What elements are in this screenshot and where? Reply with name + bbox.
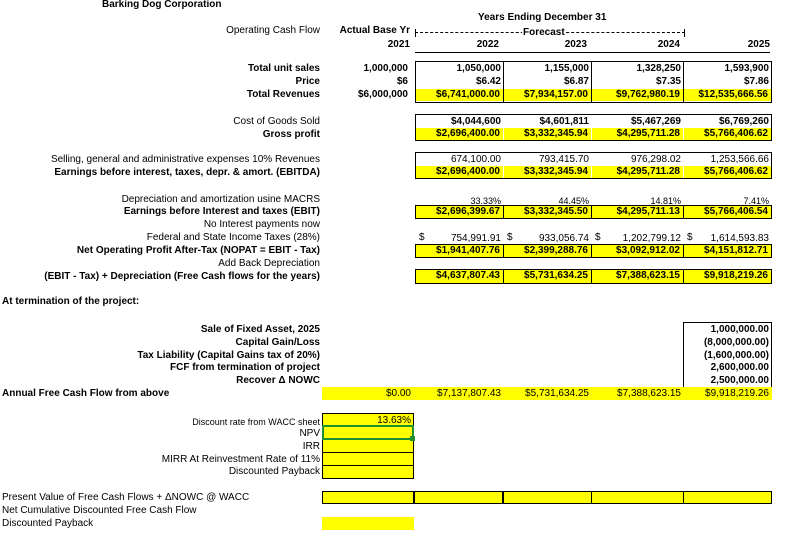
irr-label: IRR — [302, 441, 320, 452]
revenues-2022[interactable]: $6,741,000.00 — [416, 89, 503, 101]
year-2022: 2022 — [476, 39, 499, 50]
taxes-2023[interactable]: 933,056.74 — [538, 233, 589, 244]
nopat-label: Net Operating Profit After-Tax (NOPAT = EBIT - Tax) — [76, 245, 320, 256]
ebit-2023[interactable]: $3,332,345.50 — [504, 206, 591, 218]
annual-fcf-2025[interactable]: $9,918,219.26 — [705, 388, 769, 399]
npv-selected-cell[interactable] — [322, 425, 414, 440]
taxes-2024[interactable]: 1,202,799.12 — [622, 233, 681, 244]
unit-sales-2021[interactable]: 1,000,000 — [363, 63, 408, 74]
fcf-2023[interactable]: $5,731,634.25 — [504, 270, 591, 283]
tax-currency-2023: $ — [507, 232, 513, 243]
unit-sales-label: Total unit sales — [247, 63, 320, 74]
term-value-0[interactable]: 1,000,000.00 — [710, 324, 769, 335]
discount-rate-label: Discount rate from WACC sheet — [192, 417, 320, 427]
cogs-2023[interactable]: $4,601,811 — [539, 116, 589, 127]
ebitda-2024[interactable]: $4,295,711.28 — [592, 166, 683, 178]
sga-label: Selling, general and administrative expenses 10% Revenues — [50, 154, 320, 165]
unit-sales-2025[interactable]: 1,593,900 — [724, 63, 769, 74]
revenues-2024[interactable]: $9,762,980.19 — [592, 89, 683, 101]
tax-currency-2024: $ — [595, 232, 601, 243]
term-value-4[interactable]: 2,500,000.00 — [710, 375, 769, 386]
price-2022[interactable]: $6.42 — [475, 76, 501, 87]
year-2021: 2021 — [387, 39, 410, 50]
discount-rate-value[interactable]: 13.63% — [377, 415, 411, 426]
depr-2025[interactable]: 7.41% — [743, 196, 769, 206]
fcf-2025[interactable]: $9,918,219.26 — [684, 270, 771, 283]
taxes-label: Federal and State Income Taxes (28%) — [146, 232, 320, 243]
years-ending-header: Years Ending December 31 — [478, 12, 607, 23]
tax-currency-2025: $ — [687, 232, 693, 243]
depr-2022[interactable]: 33.33% — [470, 196, 501, 206]
ebitda-2023[interactable]: $3,332,345.94 — [504, 166, 591, 178]
fcf-2024[interactable]: $7,388,623.15 — [592, 270, 683, 283]
depr-2023[interactable]: 44.45% — [558, 196, 589, 206]
fcf-2022[interactable]: $4,637,807.43 — [416, 270, 503, 283]
gross-profit-2023[interactable]: $3,332,345.94 — [504, 128, 591, 140]
term-label-4: Recover Δ NOWC — [236, 375, 320, 386]
ebitda-2022[interactable]: $2,696,400.00 — [416, 166, 503, 178]
nopat-2023[interactable]: $2,399,288.76 — [504, 245, 591, 257]
year-2024: 2024 — [657, 39, 680, 50]
forecast-line-end — [684, 29, 685, 37]
annual-fcf-2024[interactable]: $7,388,623.15 — [617, 388, 681, 399]
term-label-1: Capital Gain/Loss — [235, 337, 320, 348]
ebit-2022[interactable]: $2,696,399.67 — [416, 206, 503, 218]
sga-2025[interactable]: 1,253,566.66 — [710, 154, 769, 165]
bottom-payback-label: Discounted Payback — [2, 518, 94, 529]
taxes-2022[interactable]: 754,991.91 — [450, 233, 501, 244]
pv-cell-2024[interactable] — [591, 491, 684, 504]
mirr-label: MIRR At Reinvestment Rate of 11% — [161, 454, 320, 465]
add-back-label: Add Back Depreciation — [218, 258, 320, 269]
year-2025: 2025 — [747, 39, 770, 50]
fill-handle[interactable] — [410, 436, 415, 441]
pv-cell-2021[interactable] — [322, 491, 414, 504]
fcf-label: (EBIT - Tax) + Depreciation (Free Cash flows for the years) — [44, 271, 320, 282]
pv-cell-2022[interactable] — [414, 491, 503, 504]
total-revenues-label: Total Revenues — [246, 89, 320, 100]
tax-currency-2022: $ — [419, 232, 425, 243]
actual-base-yr-label: Actual Base Yr — [339, 25, 410, 36]
company-title: Barking Dog Corporation — [102, 0, 222, 10]
annual-fcf-label: Annual Free Cash Flow from above — [2, 388, 170, 399]
nopat-2025[interactable]: $4,151,812.71 — [684, 245, 771, 257]
term-value-1[interactable]: (8,000,000.00) — [703, 337, 769, 348]
depr-2024[interactable]: 14.81% — [650, 196, 681, 206]
forecast-line-start — [415, 29, 416, 37]
depr-label: Depreciation and amortization usine MACRS — [121, 194, 320, 205]
revenues-2025[interactable]: $12,535,666.56 — [684, 89, 771, 101]
cogs-2022[interactable]: $4,044,600 — [450, 116, 501, 127]
cogs-2025[interactable]: $6,769,260 — [718, 116, 769, 127]
nopat-2024[interactable]: $3,092,912.02 — [592, 245, 683, 257]
metrics-divider-4 — [322, 465, 414, 466]
ebit-2025[interactable]: $5,766,406.54 — [684, 206, 771, 218]
year-2023: 2023 — [564, 39, 587, 50]
bottom-payback-cell[interactable] — [322, 517, 414, 530]
term-value-3[interactable]: 2,600,000.00 — [710, 362, 769, 373]
ebitda-2025[interactable]: $5,766,406.62 — [684, 166, 771, 178]
annual-fcf-2021[interactable]: $0.00 — [385, 388, 411, 399]
price-2023[interactable]: $6.87 — [563, 76, 589, 87]
price-2021[interactable]: $6 — [396, 76, 408, 87]
term-label-2: Tax Liability (Capital Gains tax of 20%) — [137, 350, 320, 361]
operating-cash-flow-label: Operating Cash Flow — [226, 25, 320, 36]
metrics-divider-3 — [322, 452, 414, 453]
taxes-2025[interactable]: 1,614,593.83 — [710, 233, 769, 244]
ebitda-label: Earnings before interest, taxes, depr. & amort. (EBITDA) — [54, 167, 320, 178]
nopat-2022[interactable]: $1,941,407.76 — [416, 245, 503, 257]
forecast-label: Forecast — [523, 27, 565, 38]
gross-profit-2024[interactable]: $4,295,711.28 — [592, 128, 683, 140]
term-value-2[interactable]: (1,600,000.00) — [703, 350, 769, 361]
unit-sales-2024[interactable]: 1,328,250 — [636, 63, 681, 74]
sga-2024[interactable]: 976,298.02 — [630, 154, 681, 165]
gross-profit-2022[interactable]: $2,696,400.00 — [416, 128, 503, 140]
ebit-label: Earnings before Interest and taxes (EBIT) — [123, 206, 320, 217]
gross-profit-2025[interactable]: $5,766,406.62 — [684, 128, 771, 140]
term-label-3: FCF from termination of project — [170, 362, 320, 373]
annual-fcf-2023[interactable]: $5,731,634.25 — [525, 388, 589, 399]
gross-profit-label: Gross profit — [262, 129, 320, 140]
sga-2023[interactable]: 793,415.70 — [538, 154, 589, 165]
price-2025[interactable]: $7.86 — [743, 76, 769, 87]
npv-label: NPV — [299, 428, 320, 439]
revenues-2023[interactable]: $7,934,157.00 — [504, 89, 591, 101]
price-2024[interactable]: $7.35 — [655, 76, 681, 87]
term-label-0: Sale of Fixed Asset, 2025 — [200, 324, 320, 335]
cumulative-label: Net Cumulative Discounted Free Cash Flow — [2, 505, 197, 516]
termination-heading: At termination of the project: — [2, 296, 140, 307]
discounted-payback-label: Discounted Payback — [228, 466, 320, 477]
pv-cell-2023[interactable] — [503, 491, 592, 504]
annual-fcf-2022[interactable]: $7,137,807.43 — [437, 388, 501, 399]
pv-cell-2025[interactable] — [683, 491, 772, 504]
price-label: Price — [295, 76, 320, 87]
unit-sales-2023[interactable]: 1,155,000 — [544, 63, 589, 74]
sga-2022[interactable]: 674,100.00 — [450, 154, 501, 165]
ebit-2024[interactable]: $4,295,711.13 — [592, 206, 683, 218]
header-underline — [415, 52, 770, 53]
cogs-2024[interactable]: $5,467,269 — [630, 116, 681, 127]
cogs-label: Cost of Goods Sold — [233, 116, 320, 127]
revenues-2021[interactable]: $6,000,000 — [357, 89, 408, 100]
no-interest-label: No Interest payments now — [203, 219, 320, 230]
unit-sales-2022[interactable]: 1,050,000 — [456, 63, 501, 74]
pv-label: Present Value of Free Cash Flows + ΔNOWC @ WACC — [2, 492, 250, 503]
